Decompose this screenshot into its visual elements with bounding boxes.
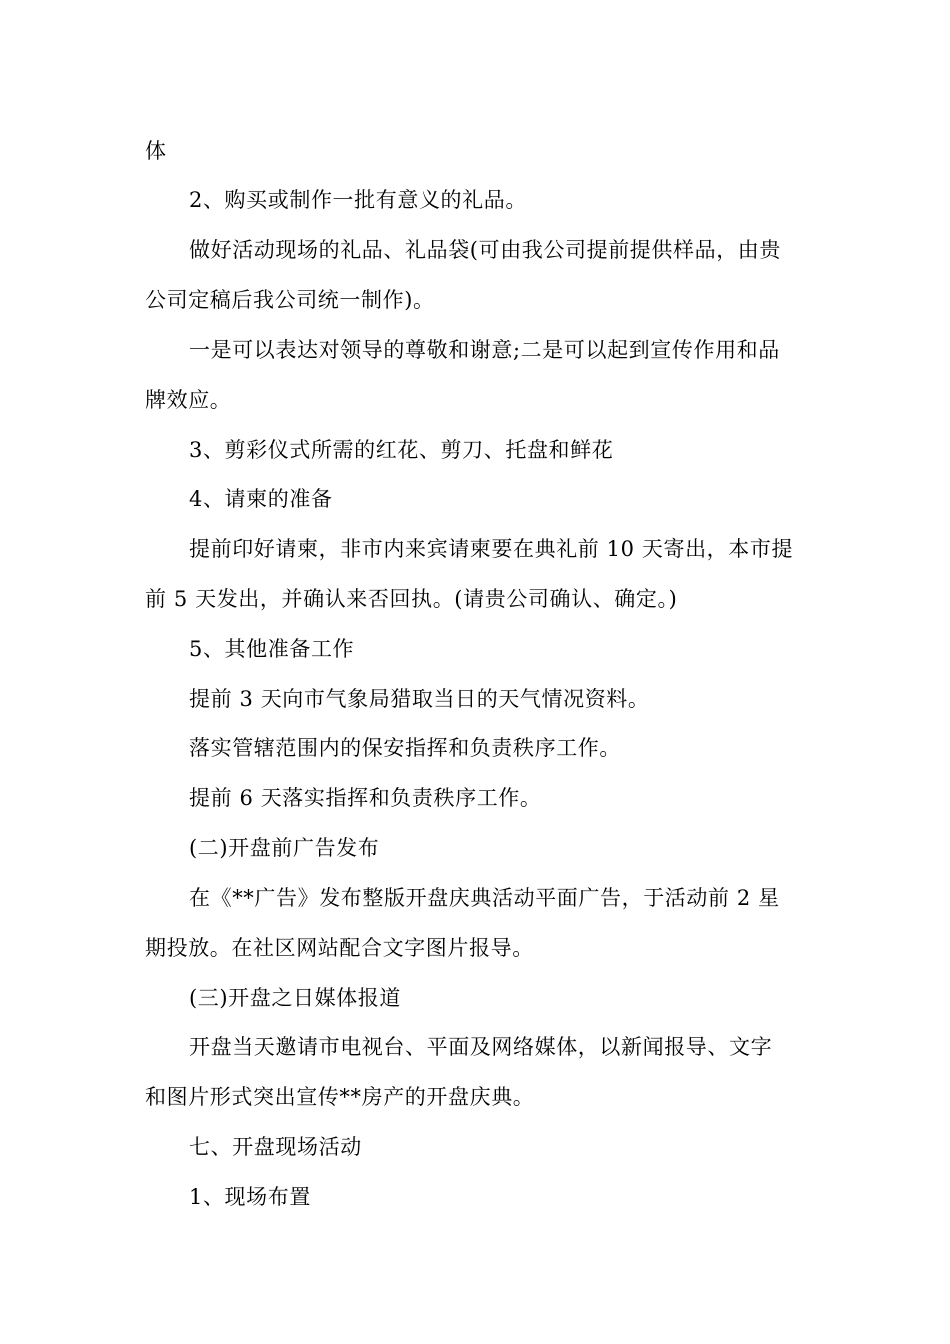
text-line: 2、购买或制作一批有意义的礼品。 <box>189 188 527 212</box>
text-line: (二)开盘前广告发布 <box>189 836 380 860</box>
text-line: (三)开盘之日媒体报道 <box>189 986 401 1010</box>
text-line: 体 <box>145 139 167 163</box>
text-line: 提前 6 天落实指挥和负责秩序工作。 <box>189 786 542 810</box>
text-line: 一是可以表达对领导的尊敬和谢意;二是可以起到宣传作用和品 <box>189 338 780 362</box>
text-line: 做好活动现场的礼品、礼品袋(可由我公司提前提供样品，由贵 <box>189 238 781 262</box>
text-line: 开盘当天邀请市电视台、平面及网络媒体，以新闻报导、文字 <box>189 1035 773 1059</box>
text-line: 3、剪彩仪式所需的红花、剪刀、托盘和鲜花 <box>189 438 614 462</box>
text-line: 和图片形式突出宣传**房产的开盘庆典。 <box>145 1085 535 1109</box>
text-line: 公司定稿后我公司统一制作)。 <box>145 288 435 312</box>
text-line: 牌效应。 <box>145 388 232 412</box>
text-line: 期投放。在社区网站配合文字图片报导。 <box>145 936 534 960</box>
text-line: 在《**广告》发布整版开盘庆典活动平面广告，于活动前 2 星 <box>189 886 780 910</box>
text-line: 4、请柬的准备 <box>189 487 333 511</box>
text-line: 1、现场布置 <box>189 1185 311 1209</box>
text-line: 提前 3 天向市气象局猎取当日的天气情况资料。 <box>189 687 650 711</box>
text-line: 5、其他准备工作 <box>189 637 355 661</box>
text-line: 前 5 天发出，并确认来否回执。(请贵公司确认、确定。) <box>145 587 678 611</box>
text-line: 落实管辖范围内的保安指挥和负责秩序工作。 <box>189 736 621 760</box>
text-line: 七、开盘现场活动 <box>189 1135 362 1159</box>
text-line: 提前印好请柬，非市内来宾请柬要在典礼前 10 天寄出，本市提 <box>189 537 794 561</box>
